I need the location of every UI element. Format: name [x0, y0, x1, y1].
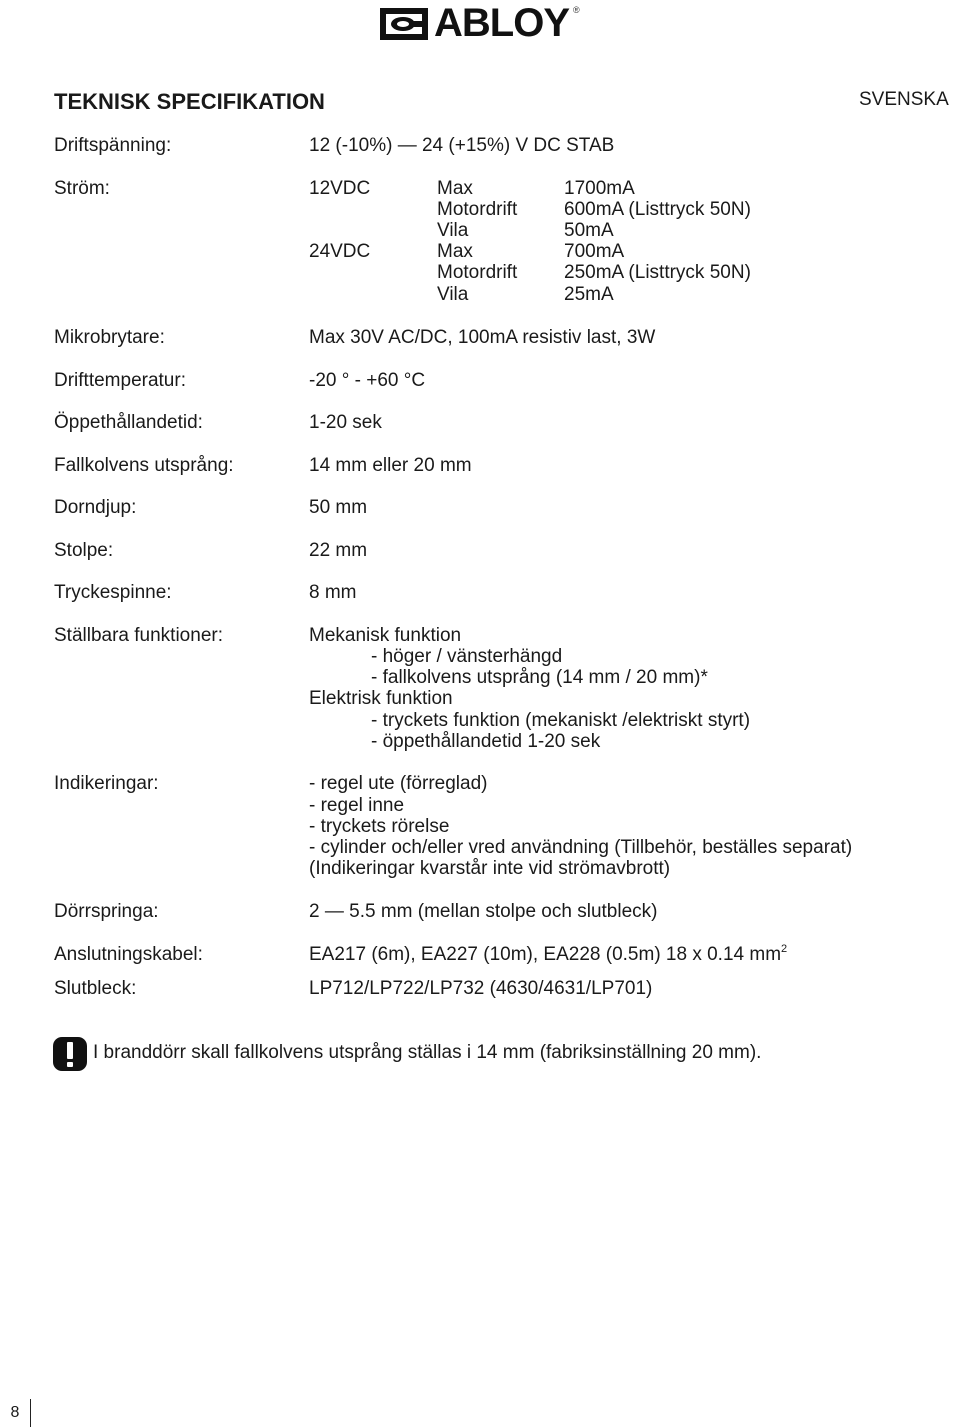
indik-line: - regel inne	[309, 795, 405, 816]
spec-value-drift: 12 (-10%) — 24 (+15%) V DC STAB	[309, 135, 615, 156]
spec-label-dorn: Dorndjup:	[54, 497, 137, 518]
spec-label-slut: Slutbleck:	[54, 978, 137, 999]
kabel-text: EA217 (6m), EA227 (10m), EA228 (0.5m) 18 x 0.14 mm	[309, 944, 782, 965]
stall-line: - höger / vänsterhängd	[371, 646, 563, 667]
indik-line: (Indikeringar kvarstår inte vid strömavbrott)	[309, 858, 671, 879]
spec-value-dorn: 50 mm	[309, 497, 368, 518]
spec-label-dorr: Dörrspringa:	[54, 901, 159, 922]
strom-value: 25mA	[564, 284, 614, 305]
page-number: 8	[0, 1399, 31, 1427]
strom-value: 1700mA	[564, 178, 635, 199]
spec-value-temp: -20 ° - +60 °C	[309, 370, 426, 391]
indik-line: - cylinder och/eller vred användning (Tillbehör, beställes separat)	[309, 837, 853, 858]
strom-voltage-12: 12VDC	[309, 178, 371, 199]
spec-value-stolpe: 22 mm	[309, 540, 368, 561]
spec-label-tryck: Tryckespinne:	[54, 582, 172, 603]
spec-value-dorr: 2 — 5.5 mm (mellan stolpe och slutbleck)	[309, 901, 658, 922]
strom-mode: Max	[437, 178, 473, 199]
strom-mode: Motordrift	[437, 262, 518, 283]
spec-label-indik: Indikeringar:	[54, 773, 159, 794]
strom-value: 50mA	[564, 220, 614, 241]
spec-value-tryck: 8 mm	[309, 582, 357, 603]
indik-line: - regel ute (förreglad)	[309, 773, 488, 794]
strom-value: 700mA	[564, 241, 625, 262]
stall-line: - fallkolvens utsprång (14 mm / 20 mm)*	[371, 667, 708, 688]
spec-label-strom: Ström:	[54, 178, 110, 199]
strom-mode: Max	[437, 241, 473, 262]
spec-label-mikro: Mikrobrytare:	[54, 327, 165, 348]
registered-mark: ®	[573, 5, 580, 15]
page-title: TEKNISK SPECIFIKATION	[54, 89, 325, 114]
spec-label-temp: Drifttemperatur:	[54, 370, 186, 391]
spec-label-kabel: Anslutningskabel:	[54, 944, 203, 965]
warning-text: I branddörr skall fallkolvens utsprång ställas i 14 mm (fabriksinställning 20 mm).	[93, 1042, 762, 1063]
spec-label-stolpe: Stolpe:	[54, 540, 114, 561]
spec-value-slut: LP712/LP722/LP732 (4630/4631/LP701)	[309, 978, 653, 999]
spec-value-fall: 14 mm eller 20 mm	[309, 455, 472, 476]
spec-label-fall: Fallkolvens utsprång:	[54, 455, 234, 476]
warning-icon	[52, 1036, 88, 1072]
spec-value-oppet: 1-20 sek	[309, 412, 382, 433]
strom-voltage-24: 24VDC	[309, 241, 371, 262]
spec-label-oppet: Öppethållandetid:	[54, 412, 203, 433]
spec-value-mikro: Max 30V AC/DC, 100mA resistiv last, 3W	[309, 327, 656, 348]
stall-line: - öppethållandetid 1-20 sek	[371, 731, 601, 752]
strom-mode: Motordrift	[437, 199, 518, 220]
strom-value: 250mA (Listtryck 50N)	[564, 262, 751, 283]
spec-label-drift: Driftspänning:	[54, 135, 172, 156]
strom-mode: Vila	[437, 284, 469, 305]
brand-name: ABLOY	[434, 1, 569, 45]
stall-line: - tryckets funktion (mekaniskt /elektriskt styrt)	[371, 710, 751, 731]
stall-line: Elektrisk funktion	[309, 688, 453, 709]
stall-line: Mekanisk funktion	[309, 625, 462, 646]
strom-mode: Vila	[437, 220, 469, 241]
spec-label-stall: Ställbara funktioner:	[54, 625, 223, 646]
spec-value-kabel	[309, 944, 787, 965]
abloy-key-emblem-icon	[376, 4, 432, 44]
kabel-superscript: 2	[781, 943, 788, 955]
abloy-logo	[376, 1, 582, 45]
language-label: SVENSKA	[859, 89, 949, 110]
strom-value: 600mA (Listtryck 50N)	[564, 199, 751, 220]
indik-line: - tryckets rörelse	[309, 816, 450, 837]
